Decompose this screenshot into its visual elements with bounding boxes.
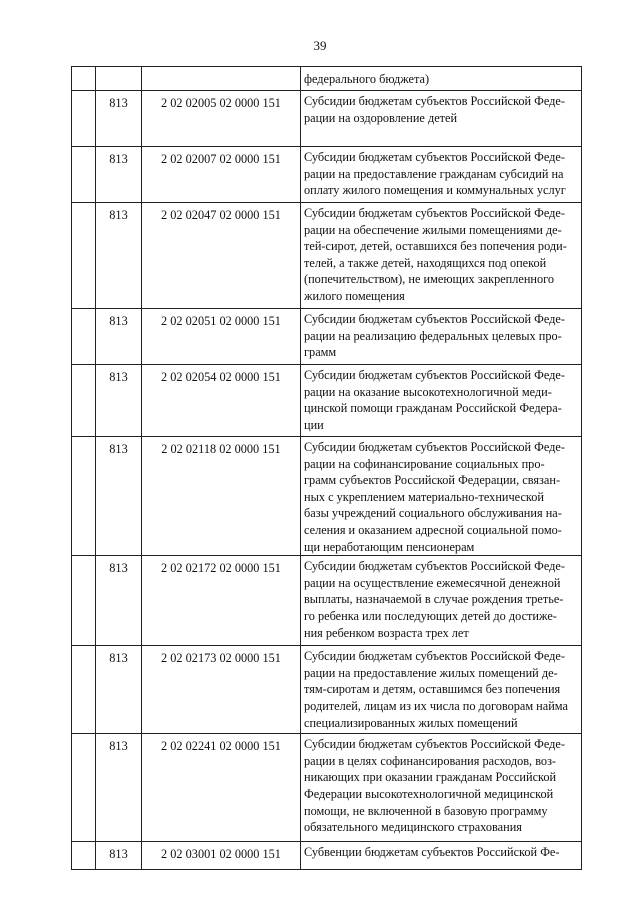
table-row bbox=[72, 734, 582, 842]
description-line: обязательного медицинского страхования bbox=[304, 820, 522, 835]
description-line: рации на оздоровление детей bbox=[304, 110, 458, 125]
budget-table bbox=[71, 66, 582, 870]
admin-code-cell bbox=[96, 67, 142, 91]
admin-code-cell: 813 bbox=[96, 365, 142, 437]
margin-cell bbox=[72, 309, 96, 365]
admin-code-cell: 813 bbox=[96, 437, 142, 556]
budget-code-cell: 2 02 02054 02 0000 151 bbox=[142, 365, 301, 437]
table-row bbox=[72, 203, 582, 309]
description-cell bbox=[301, 556, 582, 646]
admin-code-cell: 813 bbox=[96, 556, 142, 646]
budget-code-cell: 2 02 02173 02 0000 151 bbox=[142, 646, 301, 734]
table-row bbox=[72, 147, 582, 203]
description-line: Субсидии бюджетам субъектов Российской Феде- bbox=[304, 368, 565, 382]
description-line: го ребенка или последующих детей до достиже- bbox=[304, 608, 557, 623]
description-cell bbox=[301, 203, 582, 309]
description-cell bbox=[301, 309, 582, 365]
margin-cell bbox=[72, 91, 96, 147]
admin-code-cell: 813 bbox=[96, 147, 142, 203]
budget-code-cell: 2 02 02118 02 0000 151 bbox=[142, 437, 301, 556]
description-line: Субсидии бюджетам субъектов Российской Феде- bbox=[304, 737, 565, 752]
description-line: рации на софинансирование социальных про- bbox=[304, 456, 545, 471]
table-row bbox=[72, 91, 582, 147]
description-line: рации на реализацию федеральных целевых про- bbox=[304, 328, 562, 343]
table-row bbox=[72, 67, 582, 91]
description-line: тей-сирот, детей, оставшихся без попечения роди- bbox=[304, 239, 567, 254]
description-cell bbox=[301, 147, 582, 203]
description-line: Субсидии бюджетам субъектов Российской Феде- bbox=[304, 312, 565, 326]
description-line: Субсидии бюджетам субъектов Российской Феде- bbox=[304, 440, 565, 454]
description-cell bbox=[301, 91, 582, 147]
budget-code-cell bbox=[142, 67, 301, 91]
description-line: грамм субъектов Российской Федерации, связан- bbox=[304, 473, 561, 488]
table-row bbox=[72, 842, 582, 870]
description-line: Субсидии бюджетам субъектов Российской Феде- bbox=[304, 206, 565, 220]
margin-cell bbox=[72, 646, 96, 734]
description-line: (попечительством), не имеющих закрепленного bbox=[304, 272, 555, 287]
margin-cell bbox=[72, 556, 96, 646]
description-line: цинской помощи гражданам Российской Федера- bbox=[304, 401, 562, 416]
budget-code-cell: 2 02 02241 02 0000 151 bbox=[142, 734, 301, 842]
page-number: 39 bbox=[313, 38, 327, 53]
description-cell bbox=[301, 842, 582, 870]
description-line: оплату жилого помещения и коммунальных услуг bbox=[304, 183, 566, 198]
description-line: Субсидии бюджетам субъектов Российской Феде- bbox=[304, 150, 565, 164]
table-row bbox=[72, 437, 582, 556]
description-cell bbox=[301, 365, 582, 437]
description-line: ции bbox=[304, 417, 324, 432]
description-line: специализированных жилых помещений bbox=[304, 715, 518, 730]
description-line: рации на предоставление жилых помещений де- bbox=[304, 665, 558, 680]
description-line: федерального бюджета) bbox=[304, 72, 430, 86]
description-line: Субсидии бюджетам субъектов Российской Феде- bbox=[304, 559, 565, 574]
description-line: рации на предоставление гражданам субсидий на bbox=[304, 166, 564, 181]
description-line: Субвенции бюджетам субъектов Российской Фе- bbox=[304, 845, 560, 860]
budget-code-cell: 2 02 02047 02 0000 151 bbox=[142, 203, 301, 309]
margin-cell bbox=[72, 437, 96, 556]
admin-code-cell: 813 bbox=[96, 91, 142, 147]
description-line: селения и оказанием адресной социальной помо- bbox=[304, 522, 562, 537]
description-line: ных с укреплением материально-технической bbox=[304, 489, 544, 504]
description-line: помощи, не включенной в базовую программу bbox=[304, 803, 548, 818]
description-cell bbox=[301, 734, 582, 842]
table-row bbox=[72, 365, 582, 437]
budget-code-cell: 2 02 02007 02 0000 151 bbox=[142, 147, 301, 203]
margin-cell bbox=[72, 67, 96, 91]
budget-code-cell: 2 02 02172 02 0000 151 bbox=[142, 556, 301, 646]
table-row bbox=[72, 646, 582, 734]
margin-cell bbox=[72, 734, 96, 842]
admin-code-cell: 813 bbox=[96, 309, 142, 365]
description-line: рации на осуществление ежемесячной денежной bbox=[304, 575, 561, 590]
description-line: грамм bbox=[304, 345, 337, 360]
budget-code-cell: 2 02 03001 02 0000 151 bbox=[142, 842, 301, 870]
admin-code-cell: 813 bbox=[96, 842, 142, 870]
description-line: выплаты, назначаемой в случае рождения третье- bbox=[304, 592, 564, 607]
budget-code-cell: 2 02 02005 02 0000 151 bbox=[142, 91, 301, 147]
margin-cell bbox=[72, 147, 96, 203]
description-line: Федерации высокотехнологичной медицинской bbox=[304, 786, 554, 801]
table-row bbox=[72, 309, 582, 365]
margin-cell bbox=[72, 203, 96, 309]
description-line: жилого помещения bbox=[304, 288, 405, 303]
description-line: тям-сиротам и детям, оставшимся без попечения bbox=[304, 682, 561, 697]
description-line: Субсидии бюджетам субъектов Российской Феде- bbox=[304, 649, 565, 664]
description-line: базы учреждений социального обслуживания на- bbox=[304, 506, 562, 521]
description-cell bbox=[301, 67, 582, 91]
description-line: телей, а также детей, находящихся под опекой bbox=[304, 255, 547, 270]
budget-code-cell: 2 02 02051 02 0000 151 bbox=[142, 309, 301, 365]
admin-code-cell: 813 bbox=[96, 646, 142, 734]
description-line: Субсидии бюджетам субъектов Российской Феде- bbox=[304, 94, 565, 108]
margin-cell bbox=[72, 365, 96, 437]
description-line: рации на оказание высокотехнологичной меди- bbox=[304, 384, 552, 399]
description-cell bbox=[301, 646, 582, 734]
admin-code-cell: 813 bbox=[96, 734, 142, 842]
table-row bbox=[72, 556, 582, 646]
admin-code-cell: 813 bbox=[96, 203, 142, 309]
description-line: родителей, лицам из их числа по договорам найма bbox=[304, 698, 568, 713]
description-line: никающих при оказании гражданам Российской bbox=[304, 770, 557, 785]
description-line: рации в целях софинансирования расходов, воз- bbox=[304, 753, 557, 768]
description-line: щи неработающим пенсионерам bbox=[304, 539, 475, 554]
description-cell bbox=[301, 437, 582, 556]
margin-cell bbox=[72, 842, 96, 870]
description-line: рации на обеспечение жилыми помещениями де- bbox=[304, 222, 562, 237]
description-line: ния ребенком возраста трех лет bbox=[304, 625, 469, 640]
